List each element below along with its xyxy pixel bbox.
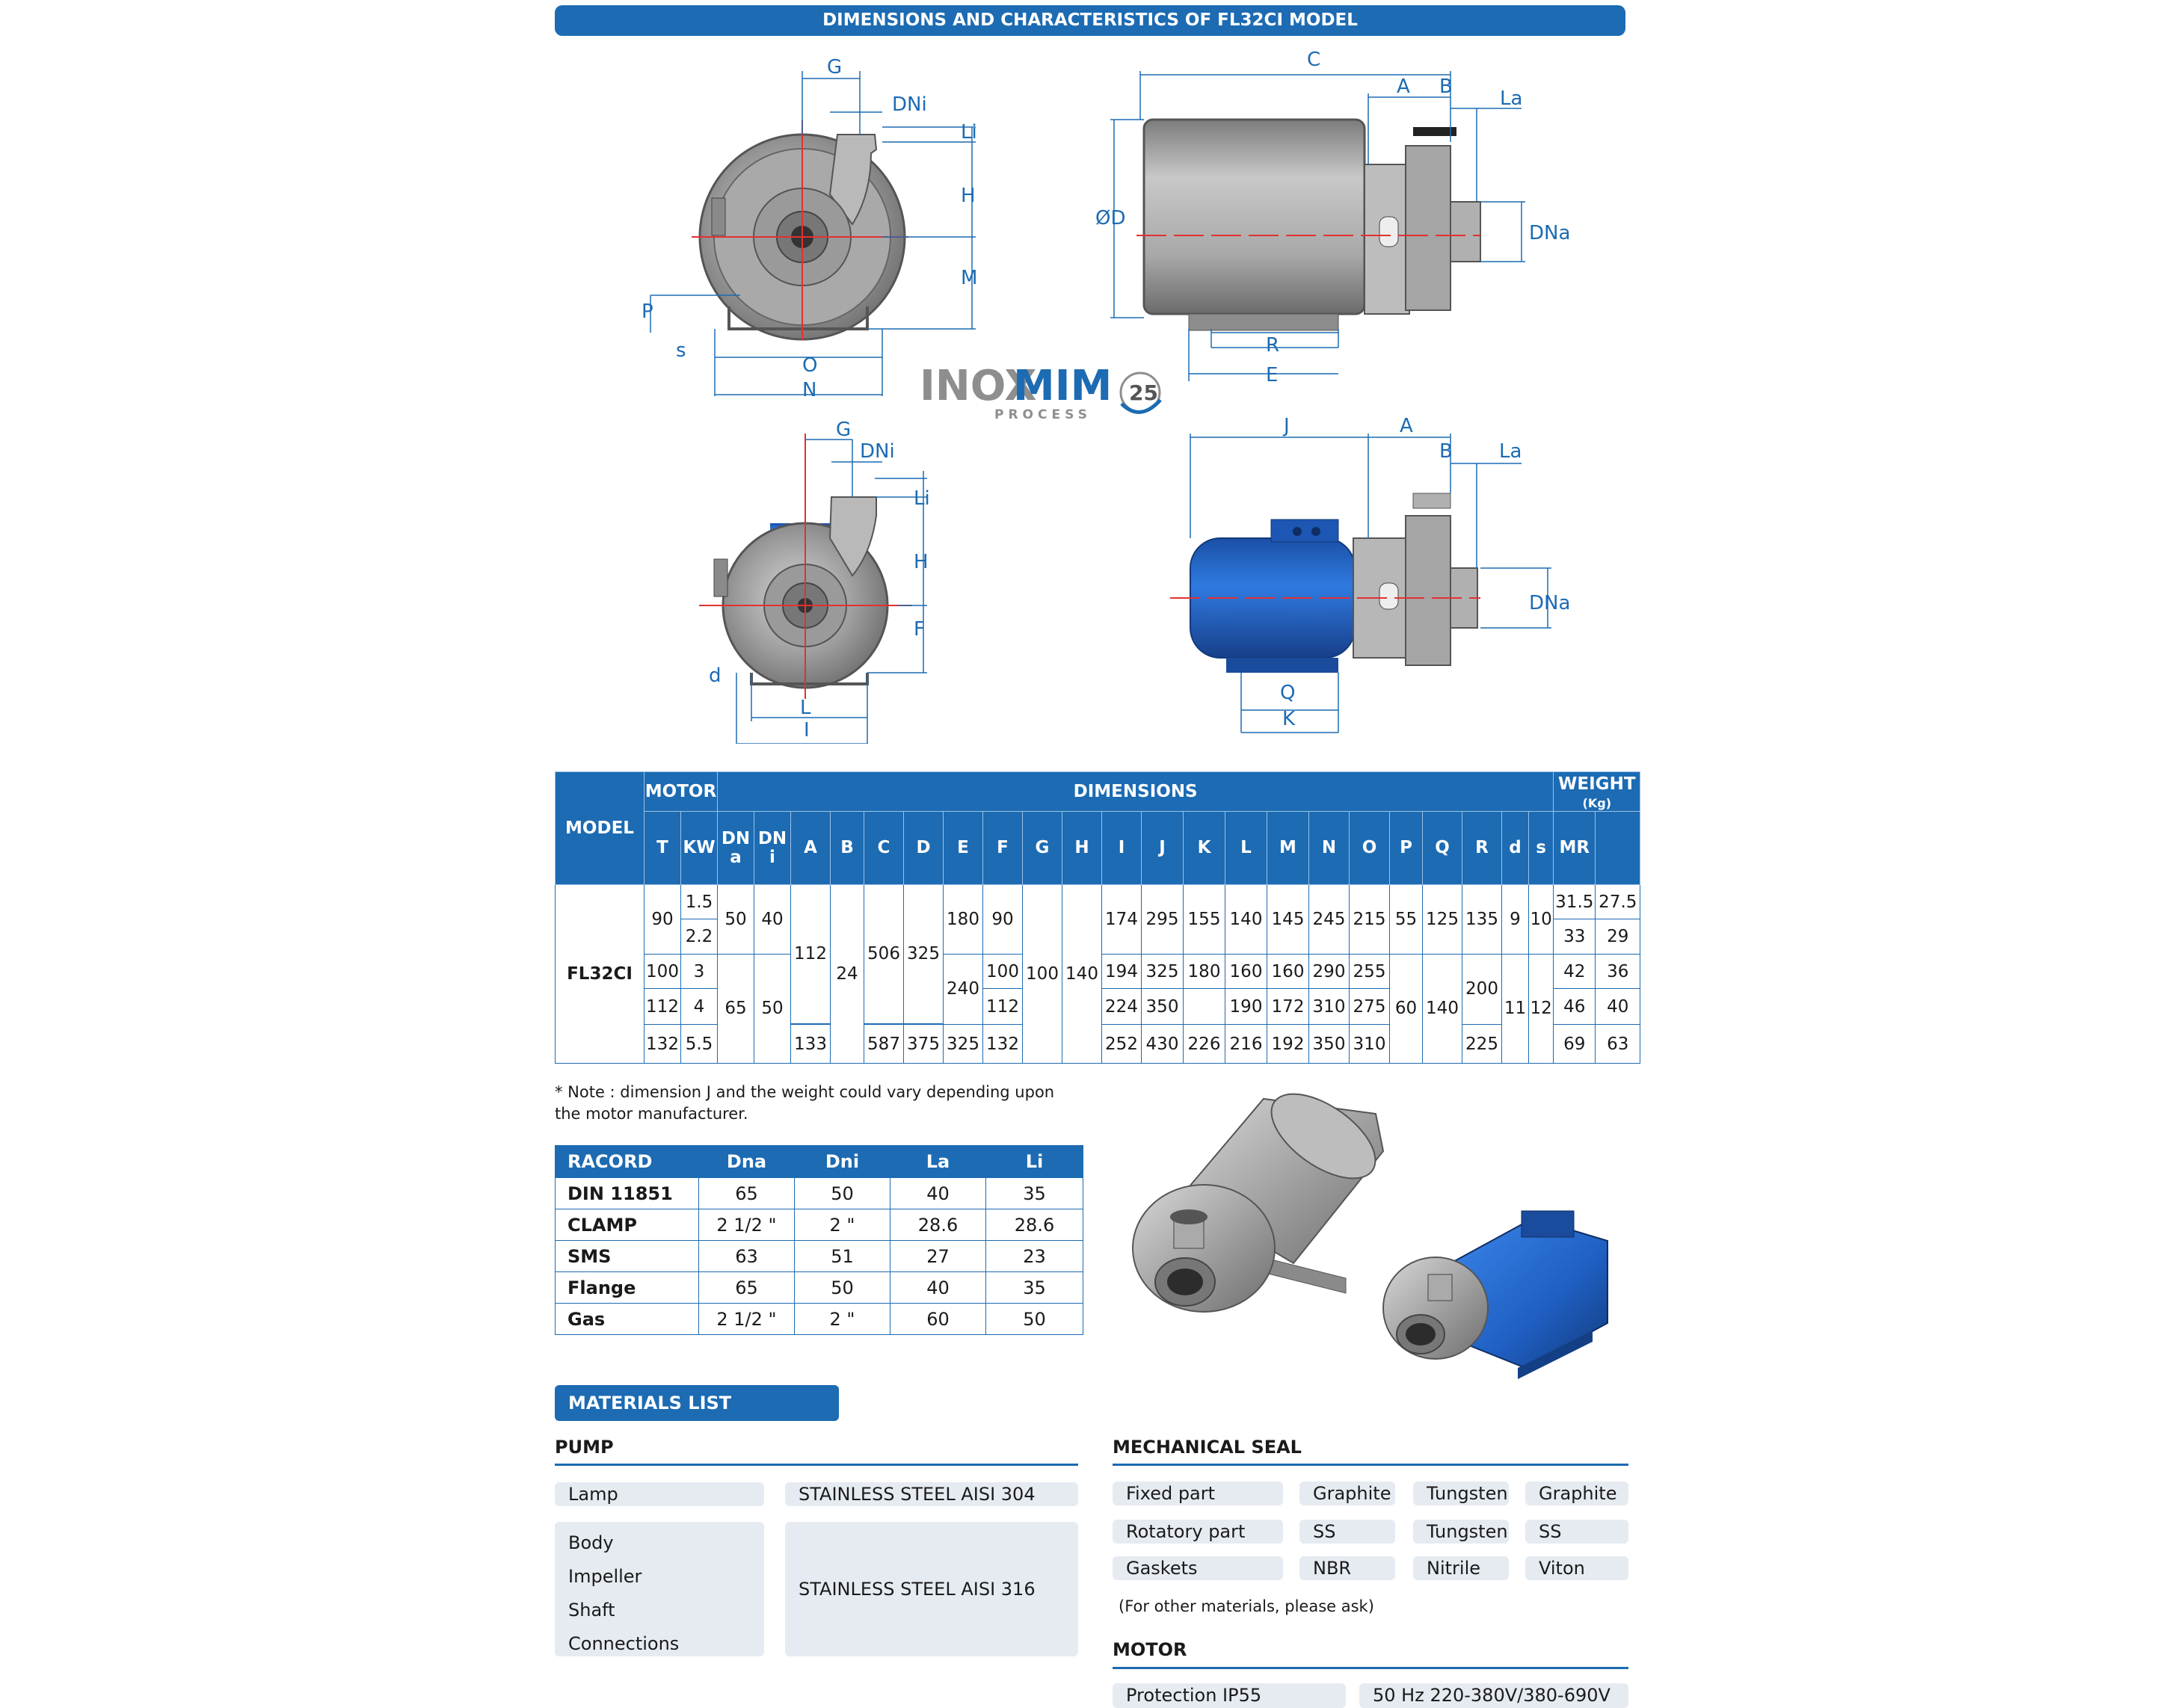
- pump-part: Body: [568, 1532, 614, 1553]
- col-header: P: [1390, 812, 1423, 884]
- table-cell: 112: [791, 884, 831, 1023]
- table-cell: 350: [1309, 1025, 1350, 1064]
- table-cell: 63: [1596, 1025, 1640, 1064]
- table-cell: 2.2: [681, 919, 718, 955]
- table-cell: 90: [983, 884, 1023, 954]
- product-render-image: [1114, 1084, 1630, 1398]
- racord-header: La: [890, 1146, 986, 1178]
- seal-row-label: Fixed part: [1113, 1482, 1283, 1505]
- table-cell: 28.6: [986, 1209, 1083, 1241]
- table-cell: 100: [983, 954, 1023, 989]
- table-cell: 46: [1554, 989, 1596, 1025]
- seal-row-value: Graphite: [1525, 1482, 1628, 1505]
- table-cell: 40: [890, 1178, 986, 1209]
- table-cell: 240: [944, 954, 983, 1024]
- dim-label: DNa: [1529, 222, 1571, 244]
- seal-row-value: SS: [1299, 1520, 1395, 1544]
- table-cell: 40: [1596, 989, 1640, 1025]
- dim-label: G: [827, 56, 843, 78]
- col-header: F: [983, 812, 1023, 884]
- table-cell: 226: [1184, 1025, 1225, 1064]
- table-row: [556, 1272, 1083, 1304]
- table-cell: 290: [1309, 954, 1350, 989]
- seal-row-value: NBR: [1299, 1556, 1395, 1580]
- table-cell: 140: [1225, 884, 1267, 954]
- motor-protection: Protection IP55: [1113, 1683, 1346, 1708]
- table-cell: 2 ": [795, 1304, 890, 1335]
- table-cell: 325: [904, 884, 944, 1023]
- dim-label: H: [914, 551, 929, 573]
- svg-text:MIM: MIM: [1013, 362, 1113, 410]
- table-cell: 216: [1225, 1025, 1267, 1064]
- table-cell: 132: [983, 1025, 1023, 1064]
- table-cell: 60: [1390, 954, 1423, 1063]
- table-cell: 225: [1462, 1025, 1502, 1064]
- lamp-label: Lamp: [555, 1482, 764, 1506]
- dim-label: Q: [1280, 682, 1296, 704]
- page-title: DIMENSIONS AND CHARACTERISTICS OF FL32CI MODEL: [822, 10, 1358, 30]
- racord-type: Flange: [556, 1272, 699, 1304]
- table-cell: 42: [1554, 954, 1596, 989]
- table-cell: 506: [864, 884, 904, 1023]
- dimensions-table: [555, 771, 1640, 1064]
- col-header: N: [1309, 812, 1350, 884]
- dim-label: M: [961, 267, 978, 289]
- seal-row-value: SS: [1525, 1520, 1628, 1544]
- col-header: B: [831, 812, 864, 884]
- col-header-weight-blank: [1596, 812, 1640, 884]
- racord-table: [555, 1145, 1083, 1335]
- table-cell: 100: [644, 954, 681, 989]
- table-cell: 27: [890, 1241, 986, 1272]
- seal-row-value: Viton: [1525, 1556, 1628, 1580]
- table-cell: 430: [1142, 1025, 1184, 1064]
- dim-label: O: [802, 354, 818, 377]
- col-header: E: [944, 812, 983, 884]
- dim-label: B: [1439, 75, 1453, 98]
- table-cell: 63: [699, 1241, 795, 1272]
- table-cell: 252: [1102, 1025, 1142, 1064]
- inoxmim-logo: [920, 362, 1160, 422]
- table-row: [556, 1178, 1083, 1209]
- table-cell: 174: [1102, 884, 1142, 954]
- svg-text:PROCESS: PROCESS: [994, 407, 1092, 422]
- col-header: K: [1184, 812, 1225, 884]
- table-cell: 155: [1184, 884, 1225, 954]
- table-cell: 310: [1350, 1025, 1390, 1064]
- side-view-blue: [1170, 493, 1480, 673]
- table-cell: [1184, 989, 1225, 1025]
- table-cell: 112: [983, 989, 1023, 1025]
- col-header: C: [864, 812, 904, 884]
- table-cell: 10: [1529, 884, 1554, 954]
- dim-label: DNa: [1529, 592, 1571, 614]
- dim-label: C: [1307, 49, 1321, 71]
- seal-note: (For other materials, please ask): [1119, 1597, 1374, 1615]
- racord-header: Dni: [795, 1146, 890, 1178]
- dim-label: E: [1266, 364, 1279, 386]
- table-cell: 50: [795, 1178, 890, 1209]
- header-motor: MOTOR: [644, 772, 718, 812]
- table-cell: 190: [1225, 989, 1267, 1025]
- racord-header: Li: [986, 1146, 1083, 1178]
- col-header: I: [1102, 812, 1142, 884]
- col-header: Q: [1423, 812, 1462, 884]
- racord-header: RACORD: [556, 1146, 699, 1178]
- pump-parts-material: STAINLESS STEEL AISI 316: [785, 1522, 1078, 1656]
- front-view-steel: [692, 120, 908, 340]
- front-view-blue: [699, 434, 912, 699]
- table-cell: 112: [644, 989, 681, 1025]
- note-line: the motor manufacturer.: [555, 1105, 748, 1123]
- table-cell: 180: [944, 884, 983, 954]
- table-cell: 215: [1350, 884, 1390, 954]
- dim-label: P: [642, 300, 653, 323]
- table-cell: 245: [1309, 884, 1350, 954]
- table-cell: 125: [1423, 884, 1462, 954]
- col-header: A: [791, 812, 831, 884]
- table-cell: 3: [681, 954, 718, 989]
- dim-label: La: [1500, 87, 1523, 110]
- table-cell: 132: [644, 1025, 681, 1064]
- col-header: J: [1142, 812, 1184, 884]
- col-header: L: [1225, 812, 1267, 884]
- dim-label: I: [804, 719, 810, 742]
- col-header: H: [1062, 812, 1102, 884]
- table-cell: 224: [1102, 989, 1142, 1025]
- dim-label: R: [1266, 334, 1280, 357]
- dim-label: J: [1284, 415, 1290, 437]
- racord-header: Dna: [699, 1146, 795, 1178]
- table-cell: 140: [1423, 954, 1462, 1063]
- dim-label: A: [1400, 415, 1413, 437]
- table-cell: 200: [1462, 954, 1502, 1024]
- table-cell: 145: [1267, 884, 1309, 954]
- table-cell: 65: [718, 954, 754, 1063]
- table-cell: 133: [791, 1025, 831, 1064]
- racord-type: SMS: [556, 1241, 699, 1272]
- table-cell: 4: [681, 989, 718, 1025]
- table-cell: 587: [864, 1025, 904, 1064]
- table-cell: 33: [1554, 919, 1596, 955]
- table-cell: 172: [1267, 989, 1309, 1025]
- table-cell: 28.6: [890, 1209, 986, 1241]
- table-cell: 180: [1184, 954, 1225, 989]
- col-header: DN i: [754, 812, 791, 884]
- seal-heading: MECHANICAL SEAL: [1113, 1437, 1302, 1458]
- dim-label: K: [1282, 708, 1296, 730]
- table-cell: 50: [795, 1272, 890, 1304]
- col-header: M: [1267, 812, 1309, 884]
- dim-label: Li: [914, 487, 930, 510]
- table-cell: 325: [944, 1025, 983, 1064]
- pump-part: Impeller: [568, 1566, 642, 1587]
- dim-label: ØD: [1095, 207, 1126, 229]
- table-cell: 40: [890, 1272, 986, 1304]
- dim-label: N: [802, 379, 817, 401]
- seal-row-label: Gaskets: [1113, 1556, 1283, 1580]
- col-header: s: [1529, 812, 1554, 884]
- table-row: [556, 1304, 1083, 1335]
- table-cell: 140: [1062, 884, 1102, 1063]
- seal-row-value: Nitrile: [1413, 1556, 1509, 1580]
- table-row: [556, 1209, 1083, 1241]
- table-cell: 51: [795, 1241, 890, 1272]
- col-header: O: [1350, 812, 1390, 884]
- header-banner: [555, 5, 1625, 36]
- side-view-steel: [1136, 120, 1480, 330]
- header-dimensions: DIMENSIONS: [718, 772, 1554, 812]
- table-cell: 40: [754, 884, 791, 954]
- blue-pump-render: [1383, 1211, 1608, 1379]
- table-cell: 255: [1350, 954, 1390, 989]
- table-cell: 2 1/2 ": [699, 1209, 795, 1241]
- seal-row-value: Tungsten: [1413, 1482, 1509, 1505]
- table-cell: 90: [644, 884, 681, 954]
- table-cell: 55: [1390, 884, 1423, 954]
- table-cell: 24: [831, 884, 864, 1063]
- table-cell: 2 ": [795, 1209, 890, 1241]
- note: [555, 1082, 1093, 1125]
- table-row: [556, 1241, 1083, 1272]
- table-cell: 9: [1502, 884, 1529, 954]
- table-cell: 69: [1554, 1025, 1596, 1064]
- table-cell: 5.5: [681, 1025, 718, 1064]
- col-header-weight-mr: MR: [1554, 812, 1596, 884]
- table-cell: 65: [699, 1178, 795, 1209]
- svg-text:INOX: INOX: [920, 362, 1037, 410]
- header-model: MODEL: [556, 772, 644, 885]
- pump-divider: [555, 1464, 1078, 1466]
- technical-drawings: [555, 41, 1631, 744]
- table-cell: 350: [1142, 989, 1184, 1025]
- materials-title: MATERIALS LIST: [568, 1393, 732, 1413]
- dim-label: DNi: [860, 440, 895, 463]
- motor-supply: 50 Hz 220-380V/380-690V: [1359, 1683, 1628, 1708]
- table-cell: 31.5: [1554, 884, 1596, 919]
- table-cell: 29: [1596, 919, 1640, 955]
- header-weight: WEIGHT (Kg): [1554, 772, 1640, 812]
- table-cell: 2 1/2 ": [699, 1304, 795, 1335]
- col-header: KW: [681, 812, 718, 884]
- table-cell: 275: [1350, 989, 1390, 1025]
- table-cell: 65: [699, 1272, 795, 1304]
- racord-type: DIN 11851: [556, 1178, 699, 1209]
- lamp-material: STAINLESS STEEL AISI 304: [785, 1482, 1078, 1506]
- pump-part: Connections: [568, 1633, 680, 1654]
- table-cell: 160: [1267, 954, 1309, 989]
- model-cell: FL32CI: [556, 884, 644, 1063]
- motor-divider: [1113, 1667, 1628, 1669]
- table-cell: 100: [1023, 884, 1062, 1063]
- seal-divider: [1113, 1464, 1628, 1466]
- col-header: DN a: [718, 812, 754, 884]
- table-cell: 11: [1502, 954, 1529, 1063]
- table-cell: 160: [1225, 954, 1267, 989]
- table-cell: 35: [986, 1272, 1083, 1304]
- table-cell: 50: [754, 954, 791, 1063]
- col-header: T: [644, 812, 681, 884]
- table-cell: 295: [1142, 884, 1184, 954]
- table-cell: 135: [1462, 884, 1502, 954]
- dim-label: A: [1397, 75, 1410, 98]
- table-cell: 1.5: [681, 884, 718, 919]
- dim-label: Li: [961, 121, 977, 144]
- dim-label: F: [914, 618, 925, 641]
- pump-heading: PUMP: [555, 1437, 614, 1458]
- materials-banner: [555, 1385, 839, 1421]
- dim-label: B: [1439, 440, 1453, 463]
- table-cell: 23: [986, 1241, 1083, 1272]
- table-cell: 35: [986, 1178, 1083, 1209]
- motor-heading: MOTOR: [1113, 1639, 1187, 1660]
- col-header: G: [1023, 812, 1062, 884]
- seal-row-value: Graphite: [1299, 1482, 1395, 1505]
- table-cell: 194: [1102, 954, 1142, 989]
- col-header: D: [904, 812, 944, 884]
- steel-pump-render: [1133, 1084, 1389, 1312]
- dim-label: La: [1499, 440, 1522, 463]
- pump-parts-box: [555, 1522, 764, 1656]
- seal-row-label: Rotatory part: [1113, 1520, 1283, 1544]
- table-cell: 60: [890, 1304, 986, 1335]
- col-header: d: [1502, 812, 1529, 884]
- note-line: * Note : dimension J and the weight could vary depending upon: [555, 1083, 1055, 1101]
- seal-row-value: Tungsten: [1413, 1520, 1509, 1544]
- table-cell: 12: [1529, 954, 1554, 1063]
- table-cell: 50: [986, 1304, 1083, 1335]
- dim-label: s: [676, 339, 686, 362]
- pump-part: Shaft: [568, 1600, 615, 1621]
- table-cell: 36: [1596, 954, 1640, 989]
- dim-label: G: [836, 419, 852, 441]
- dim-label: d: [709, 665, 722, 687]
- col-header: R: [1462, 812, 1502, 884]
- dim-label: H: [961, 185, 976, 207]
- racord-type: CLAMP: [556, 1209, 699, 1241]
- table-cell: 325: [1142, 954, 1184, 989]
- table-cell: 192: [1267, 1025, 1309, 1064]
- racord-type: Gas: [556, 1304, 699, 1335]
- table-cell: 27.5: [1596, 884, 1640, 919]
- table-cell: 310: [1309, 989, 1350, 1025]
- svg-text:25: 25: [1129, 380, 1158, 405]
- dim-label: L: [800, 697, 811, 719]
- table-cell: 375: [904, 1025, 944, 1064]
- dim-label: DNi: [892, 93, 927, 116]
- table-cell: 50: [718, 884, 754, 954]
